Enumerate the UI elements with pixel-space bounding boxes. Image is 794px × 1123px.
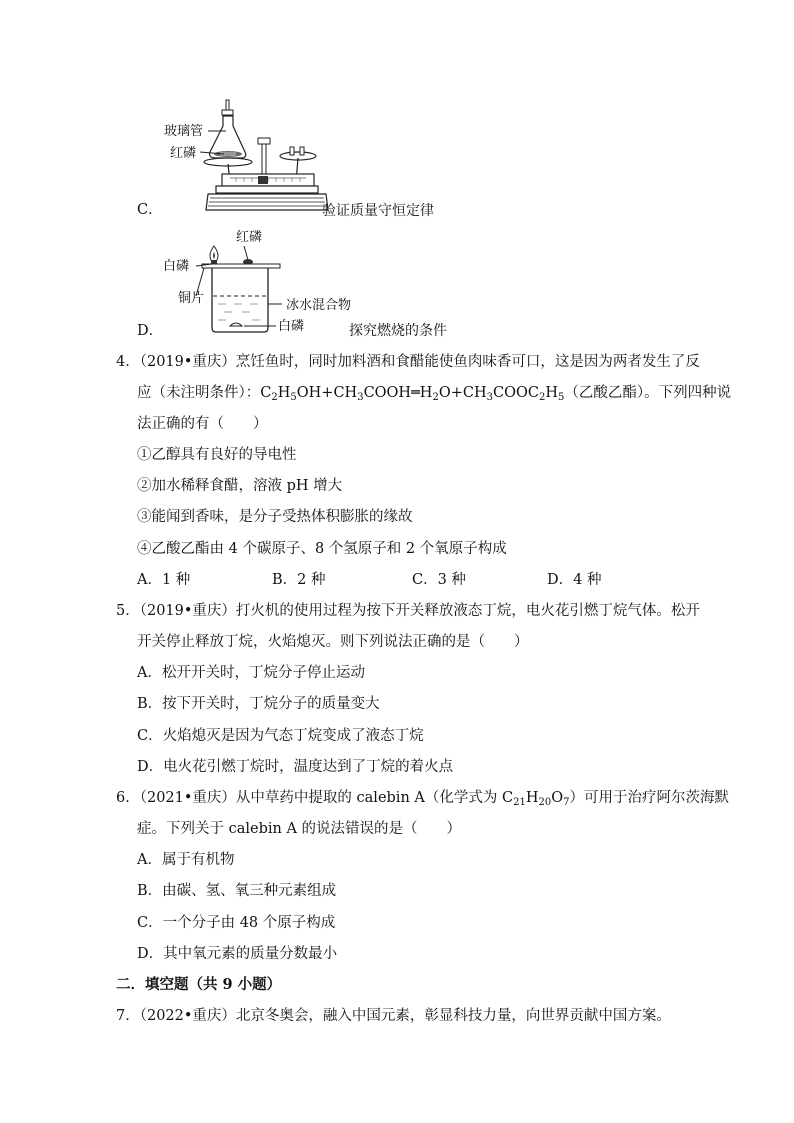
q6-option-d: D．其中氧元素的质量分数最小 [137,946,338,962]
caption-mass-conservation: 验证质量守恒定律 [322,203,434,219]
label-copper-sheet: 铜片 [178,291,205,306]
option-d-letter: D． [137,323,164,339]
q5-line-2: 开关停止释放丁烷，火焰熄灭。则下列说法正确的是（ ） [137,634,529,650]
q6-line-2: 症。下列关于 calebin A 的说法错误的是（ ） [137,821,462,837]
q6-option-c: C．一个分子由 48 个原子构成 [137,915,336,931]
label-glass-tube: 玻璃管 [164,124,204,139]
q5-option-d: D．电火花引燃丁烷时，温度达到了丁烷的着火点 [137,759,454,775]
q4-option-d: D．4 种 [547,572,602,588]
label-red-phosphorus-c: 红磷 [170,146,197,161]
q5-line-1: 5．（2019•重庆）打火机的使用过程为按下开关释放液态丁烷，电火花引燃丁烷气体。松开 [116,603,700,619]
q5-option-b: B．按下开关时，丁烷分子的质量变大 [137,696,380,712]
option-c-letter: C． [137,202,163,218]
leader-lines-d [0,0,794,340]
q4-option-c: C．3 种 [412,572,466,588]
q6-line-1: 6．（2021•重庆）从中草药中提取的 calebin A（化学式为 $C_{21}H_{20}O_7$）可用于治疗阿尔茨海默 [116,790,729,808]
q4-statement-1: ①乙醇具有良好的导电性 [137,447,297,463]
q5-option-a: A．松开开关时，丁烷分子停止运动 [137,665,365,681]
q4-statement-4: ④乙酸乙酯由 4 个碳原子、8 个氢原子和 2 个氧原子构成 [137,541,507,557]
label-white-phosphorus-bottom: 白磷 [278,319,305,334]
q4-statement-2: ②加水稀释食醋，溶液 pH 增大 [137,478,343,494]
q4-statement-3: ③能闻到香味，是分子受热体积膨胀的缘故 [137,509,413,525]
q6-option-b: B．由碳、氢、氧三种元素组成 [137,883,337,899]
q7-line-1: 7．（2022•重庆）北京冬奥会，融入中国元素，彰显科技力量，向世界贡献中国方案。 [116,1008,671,1024]
q4-option-b: B．2 种 [272,572,326,588]
label-ice-water: 冰水混合物 [286,298,352,313]
q4-equation: $C_2H_5OH+CH_3COOH═H_2O+CH_3COOC_2H_5$ [260,385,565,403]
section-title-fill-in: 二．填空题（共 9 小题） [116,976,282,993]
q5-option-c: C．火焰熄灭是因为气态丁烷变成了液态丁烷 [137,728,424,744]
label-red-phosphorus-d: 红磷 [236,230,263,245]
q6-option-a: A．属于有机物 [137,852,235,868]
q4-line-3: 法正确的有（ ） [137,416,268,432]
q4-line-1: 4．（2019•重庆）烹饪鱼时，同时加料酒和食醋能使鱼肉味香可口，这是因为两者发生了反 [116,354,700,370]
q4-line-2: 应（未注明条件）：$C_2H_5OH+CH_3COOH═H_2O+CH_3COOC_2H_5$（乙酸乙酯）。下列四种说 [137,385,732,403]
q4-option-a: A．1 种 [137,572,191,588]
caption-combustion-conditions: 探究燃烧的条件 [349,323,447,339]
label-white-phosphorus-top: 白磷 [163,259,190,274]
